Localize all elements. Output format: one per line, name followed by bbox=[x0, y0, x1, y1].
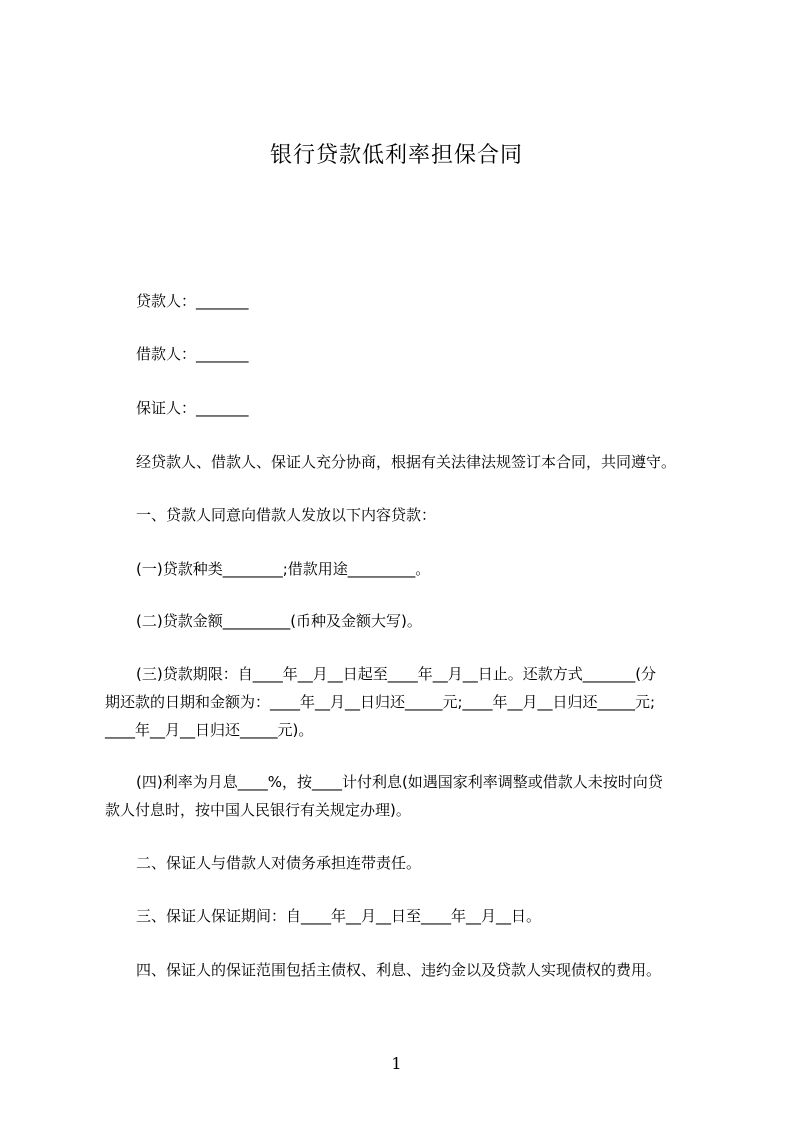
clause-1-heading: 一、贷款人同意向借款人发放以下内容贷款： bbox=[136, 506, 437, 524]
clause-4: 四、保证人的保证范围包括主债权、利息、违约金以及贷款人实现债权的费用。 bbox=[136, 961, 662, 979]
intro-paragraph: 经贷款人、借款人、保证人充分协商，根据有关法律法规签订本合同，共同遵守。 bbox=[136, 453, 677, 471]
clause-1-item-4-line-1: (四)利率为月息____%，按____计付利息(如遇国家利率调整或借款人未按时向贷 bbox=[136, 773, 663, 791]
document-title: 银行贷款低利率担保合同 bbox=[269, 143, 523, 168]
borrower-line: 借款人：_______ bbox=[136, 345, 249, 363]
clause-1-item-3-line-1: (三)贷款期限：自____年__月__日起至____年__月__日止。还款方式_______(分 bbox=[136, 665, 657, 683]
guarantor-line: 保证人：_______ bbox=[136, 399, 249, 417]
clause-2: 二、保证人与借款人对债务承担连带责任。 bbox=[136, 854, 422, 872]
page-number: 1 bbox=[391, 1054, 402, 1073]
clause-1-item-2: (二)贷款金额_________(币种及金额大写)。 bbox=[136, 612, 422, 630]
clause-1-item-3-line-3: ____年__月__日归还_____元)。 bbox=[105, 721, 314, 739]
lender-line: 贷款人：_______ bbox=[136, 292, 249, 310]
clause-1-item-1: (一)贷款种类________;借款用途_________。 bbox=[136, 560, 431, 578]
clause-1-item-3-line-2: 期还款的日期和金额为：____年__月__日归还_____元;____年__月__日归还_____元; bbox=[105, 693, 656, 711]
clause-3: 三、保证人保证期间：自____年__月__日至____年__月__日。 bbox=[136, 907, 542, 925]
clause-1-item-4-line-2: 款人付息时，按中国人民银行有关规定办理)。 bbox=[105, 801, 411, 819]
